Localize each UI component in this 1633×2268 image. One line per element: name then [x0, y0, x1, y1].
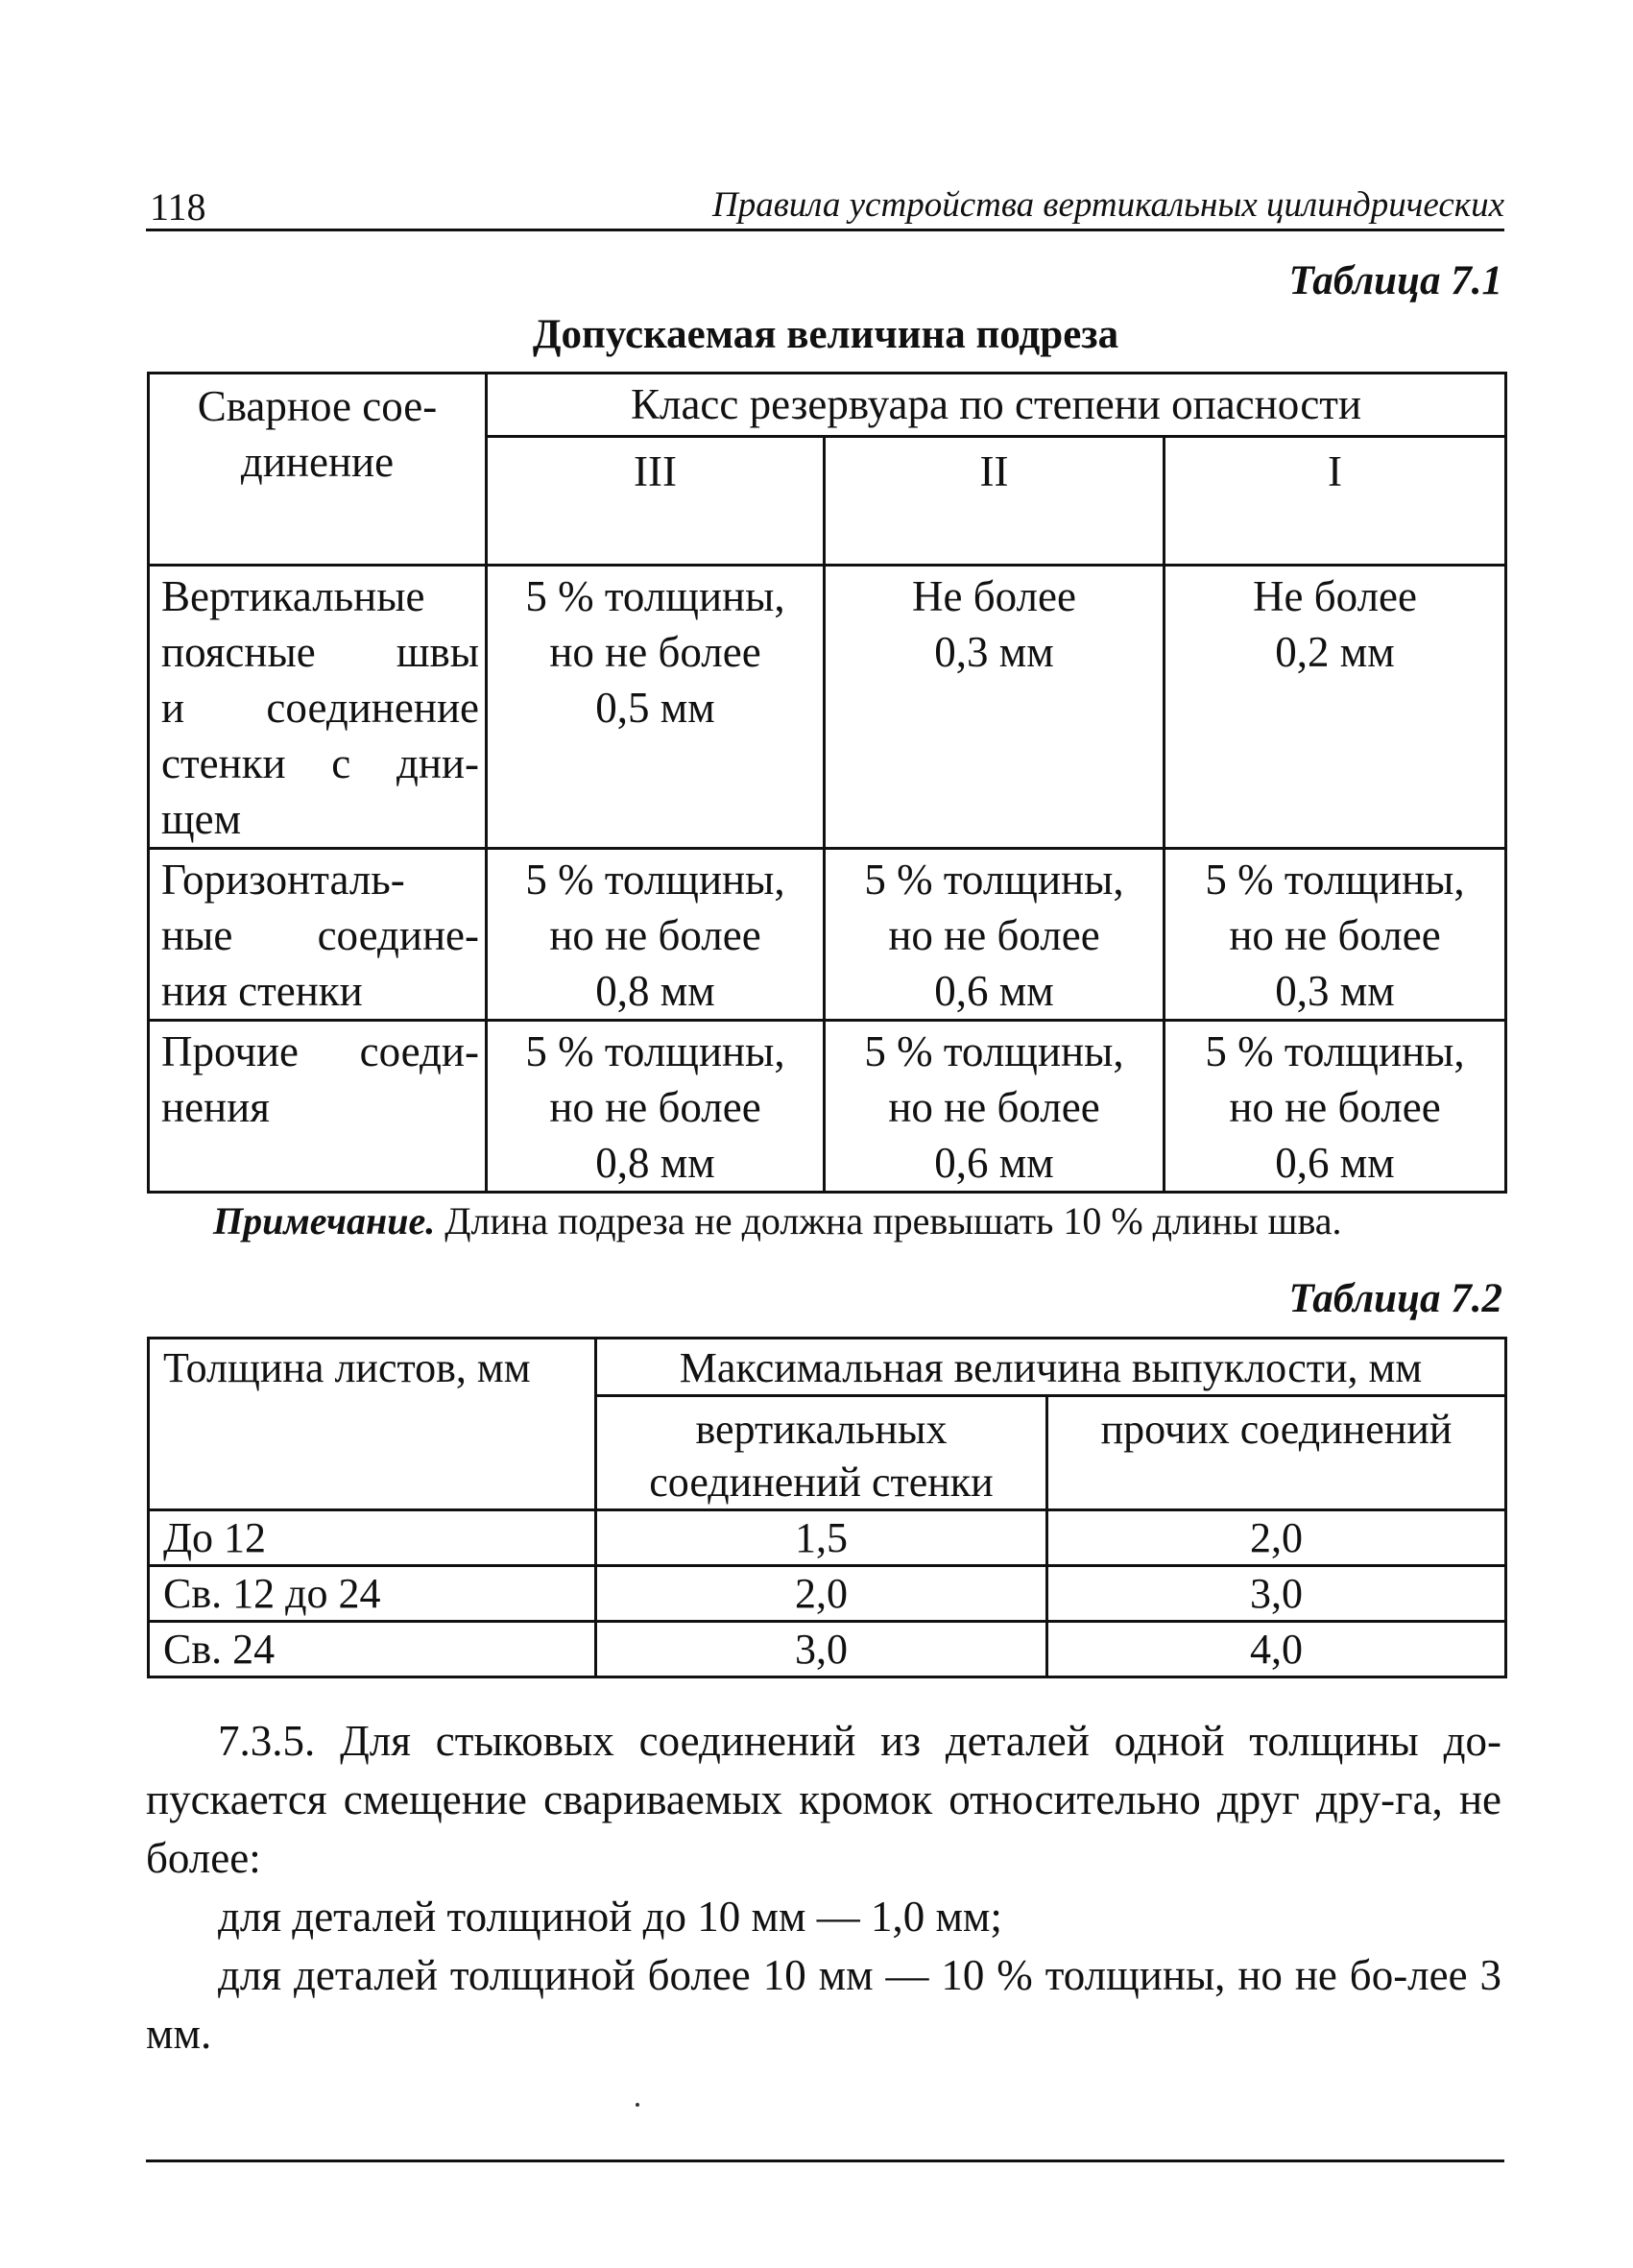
- label-line: щем: [161, 795, 242, 843]
- table1-cell: [487, 1021, 825, 1193]
- table2-cell: 3,0: [596, 1622, 1047, 1677]
- table2-cell: До 12: [149, 1510, 596, 1566]
- table1-cell: [1165, 849, 1506, 1021]
- footer-rule: [146, 2159, 1504, 2162]
- table1-cell: [825, 1021, 1165, 1193]
- table-7-2: [147, 1337, 1507, 1678]
- label-line: Прочие соеди-: [161, 1027, 479, 1075]
- paragraph: 7.3.5. Для стыковых соединений из деталей одной толщины до-пускается смещение свариваемых кромок относительно друг дру-га, не более:: [146, 1717, 1501, 1882]
- table2-cell: 4,0: [1047, 1622, 1506, 1677]
- cell-line: Не более: [1253, 572, 1417, 620]
- cell-line: 5 % толщины,: [864, 1027, 1124, 1075]
- table2-subheader: [1047, 1396, 1506, 1510]
- cell-line: Не более: [912, 572, 1076, 620]
- table1-row-label: [149, 1021, 487, 1193]
- label-line: Горизонталь-: [161, 856, 405, 904]
- cell-line: 0,3 мм: [934, 628, 1054, 676]
- cell-line: 5 % толщины,: [525, 572, 785, 620]
- cell-line: но не более: [549, 1083, 761, 1131]
- table2-cell: 2,0: [596, 1566, 1047, 1622]
- table1-header-joint-line: динение: [240, 438, 395, 486]
- table2-cell: Св. 24: [149, 1622, 596, 1677]
- cell-line: 5 % толщины,: [1205, 856, 1465, 904]
- table1-class-header: II: [825, 437, 1165, 566]
- cell-line: 5 % толщины,: [525, 856, 785, 904]
- table2-cell: 3,0: [1047, 1566, 1506, 1622]
- cell-line: но не более: [1229, 911, 1441, 959]
- cell-line: но не более: [888, 1083, 1100, 1131]
- table1-caption: Таблица 7.1: [1288, 258, 1502, 303]
- cell-line: 0,3 мм: [1275, 967, 1395, 1015]
- stray-dot: [636, 2103, 639, 2107]
- note-text: Длина подреза не должна превышать 10 % длины шва.: [444, 1199, 1342, 1243]
- table2-caption: Таблица 7.2: [1288, 1276, 1502, 1321]
- cell-line: 0,6 мм: [934, 1139, 1054, 1187]
- table1-header-joint: [149, 374, 487, 566]
- running-title: Правила устройства вертикальных цилиндрических: [712, 185, 1504, 225]
- subheader-line: прочих соединений: [1100, 1406, 1453, 1453]
- cell-line: 5 % толщины,: [864, 856, 1124, 904]
- cell-line: но не более: [1229, 1083, 1441, 1131]
- label-line: поясные швы: [161, 628, 479, 676]
- label-line: нения: [161, 1083, 270, 1131]
- cell-line: 5 % толщины,: [1205, 1027, 1465, 1075]
- cell-line: 0,8 мм: [595, 1139, 715, 1187]
- table-7-1: [147, 372, 1507, 1194]
- label-line: и соединение: [161, 684, 479, 732]
- table1-title: Допускаемая величина подреза: [532, 312, 1119, 357]
- cell-line: 0,6 мм: [934, 967, 1054, 1015]
- subheader-line: вертикальных: [695, 1406, 948, 1453]
- cell-line: но не более: [888, 911, 1100, 959]
- cell-line: 0,2 мм: [1275, 628, 1395, 676]
- table1-cell: [1165, 1021, 1506, 1193]
- table2-group-header: Максимальная величина выпуклости, мм: [596, 1339, 1506, 1396]
- body-text: [146, 1712, 1501, 2063]
- running-header: [146, 179, 1504, 231]
- cell-line: но не более: [549, 628, 761, 676]
- label-line: ные соедине-: [161, 911, 479, 959]
- paragraph: для деталей толщиной до 10 мм — 1,0 мм;: [218, 1893, 1002, 1941]
- table1-header-joint-line: Сварное сое-: [197, 382, 438, 430]
- table1-cell: [487, 849, 825, 1021]
- cell-line: но не более: [549, 911, 761, 959]
- label-line: ния стенки: [161, 967, 363, 1015]
- table1-row-label: [149, 566, 487, 849]
- table2-cell: 1,5: [596, 1510, 1047, 1566]
- table1-cell: [1165, 566, 1506, 849]
- cell-line: 0,5 мм: [595, 684, 715, 732]
- label-line: стенки с дни-: [161, 739, 479, 787]
- table2-cell: Св. 12 до 24: [149, 1566, 596, 1622]
- cell-line: 5 % толщины,: [525, 1027, 785, 1075]
- paragraph: для деталей толщиной более 10 мм — 10 % толщины, но не бо-лее 3 мм.: [146, 1951, 1501, 2058]
- table1-note: [213, 1198, 1342, 1243]
- cell-line: 0,8 мм: [595, 967, 715, 1015]
- note-label: Примечание.: [213, 1199, 436, 1243]
- table2-header-thickness: Толщина листов, мм: [149, 1339, 596, 1510]
- table1-row-label: [149, 849, 487, 1021]
- table1-class-header: I: [1165, 437, 1506, 566]
- table2-cell: 2,0: [1047, 1510, 1506, 1566]
- subheader-line: соединений стенки: [649, 1459, 994, 1506]
- page-number: 118: [150, 185, 206, 229]
- table1-cell: [825, 849, 1165, 1021]
- table2-subheader: [596, 1396, 1047, 1510]
- table1-cell: [487, 566, 825, 849]
- table1-group-header: Класс резервуара по степени опасности: [487, 374, 1506, 437]
- cell-line: 0,6 мм: [1275, 1139, 1395, 1187]
- table1-class-header: III: [487, 437, 825, 566]
- label-line: Вертикальные: [161, 572, 425, 620]
- table1-cell: [825, 566, 1165, 849]
